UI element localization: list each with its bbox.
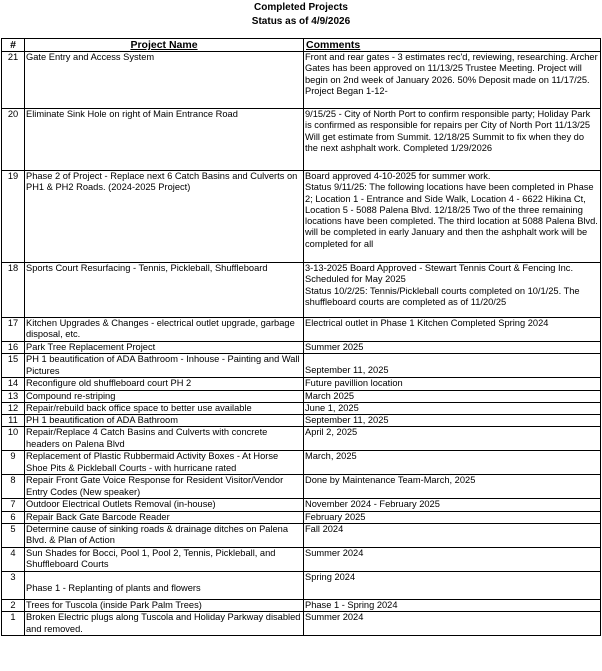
- row-number: 3: [2, 572, 25, 600]
- row-comments: September 11, 2025: [304, 415, 601, 427]
- row-comments: April 2, 2025: [304, 427, 601, 451]
- row-comments: Done by Maintenance Team-March, 2025: [304, 475, 601, 499]
- row-project-name: Compound re-striping: [25, 390, 304, 402]
- table-row: [2, 451, 601, 475]
- table-row: [2, 378, 601, 390]
- row-project-name: Eliminate Sink Hole on right of Main Entrance Road: [25, 109, 304, 171]
- table-row: [2, 572, 601, 600]
- column-header-comments: Comments: [304, 39, 601, 52]
- row-comments: September 11, 2025: [304, 354, 601, 378]
- row-comments-text: Front and rear gates - 3 estimates rec'd, reviewing, researching. Archer Gates has been approved on 11/13/25 Trustee Meeting. Project will begin on 2nd week of January 2026. 50% Deposit made on 11/17/25. Project Began 1-12-: [305, 52, 598, 96]
- row-comments: Summer 2024: [304, 612, 601, 636]
- table-row: [2, 415, 601, 427]
- table-row: [2, 499, 601, 511]
- table-row: [2, 52, 601, 109]
- table-row: [2, 263, 601, 318]
- row-comments: Electrical outlet in Phase 1 Kitchen Completed Spring 2024: [304, 318, 601, 342]
- row-number: 20: [2, 109, 25, 171]
- table-row: [2, 402, 601, 414]
- table-row: [2, 354, 601, 378]
- row-number: 14: [2, 378, 25, 390]
- row-comments: Fall 2024: [304, 524, 601, 548]
- table-row: [2, 612, 601, 636]
- row-comments: [304, 171, 601, 263]
- row-number: 21: [2, 52, 25, 109]
- row-project-name: Sun Shades for Bocci, Pool 1, Pool 2, Tennis, Pickleball, and Shuffleboard Courts: [25, 548, 304, 572]
- table-row: [2, 600, 601, 612]
- row-number: 8: [2, 475, 25, 499]
- row-number: 9: [2, 451, 25, 475]
- row-comments: Summer 2025: [304, 342, 601, 354]
- row-project-name: Replacement of Plastic Rubbermaid Activity Boxes - At Horse Shoe Pits & Pickleball Courts - with hurricane rated: [25, 451, 304, 475]
- row-project-name: PH 1 beautification of ADA Bathroom - Inhouse - Painting and Wall Pictures: [25, 354, 304, 378]
- row-project-name: Repair/Replace 4 Catch Basins and Culverts with concrete headers on Palena Blvd: [25, 427, 304, 451]
- row-number: 11: [2, 415, 25, 427]
- row-comments: November 2024 - February 2025: [304, 499, 601, 511]
- row-project-name: PH 1 beautification of ADA Bathroom: [25, 415, 304, 427]
- row-project-name: Outdoor Electrical Outlets Removal (in-house): [25, 499, 304, 511]
- row-number: 13: [2, 390, 25, 402]
- row-number: 1: [2, 612, 25, 636]
- page-title: Completed Projects: [254, 2, 348, 13]
- column-header-project-name: Project Name: [25, 39, 304, 52]
- row-comments: March, 2025: [304, 451, 601, 475]
- row-number: 6: [2, 511, 25, 523]
- row-number: 2: [2, 600, 25, 612]
- row-project-name: Gate Entry and Access System: [25, 52, 304, 109]
- row-comments: [304, 263, 601, 318]
- row-project-name: Repair Back Gate Barcode Reader: [25, 511, 304, 523]
- page-subtitle: Status as of 4/9/2026: [251, 16, 351, 27]
- table-row: [2, 427, 601, 451]
- row-project-name: Repair Front Gate Voice Response for Resident Visitor/Vendor Entry Codes (New speaker): [25, 475, 304, 499]
- row-number: 7: [2, 499, 25, 511]
- column-header-number: #: [2, 39, 25, 52]
- table-row: [2, 511, 601, 523]
- table-row: [2, 390, 601, 402]
- row-comments: Phase 1 - Spring 2024: [304, 600, 601, 612]
- table-row: [2, 109, 601, 171]
- table-row: [2, 318, 601, 342]
- row-comments-text: Board approved 4-10-2025 for summer work. Status 9/11/25: The following locations have been completed in Phase 2; Location 1 - Entrance and Side Walk, Location 4 - 6622 Hikina Ct, Location 5 - 5088 Palena Blvd. 12/18/25 Two of the three remaining locations have been completed. The third location at 5088 Palena Blvd. will be completed in early January and then the ashphalt work will be completed for all: [305, 171, 598, 249]
- row-comments-text: 9/15/25 - City of North Port to confirm responsible party; Holiday Park is confirmed as responsible for repairs per City of North Port 11/13/25 Will get estimate from Summit. 12/18/25 Summit to fix when they do the next ashphalt work. Completed 1/29/2026: [305, 109, 591, 153]
- row-comments: Future pavillion location: [304, 378, 601, 390]
- row-comments: February 2025: [304, 511, 601, 523]
- row-project-name: Reconfigure old shuffleboard court PH 2: [25, 378, 304, 390]
- row-project-name: Park Tree Replacement Project: [25, 342, 304, 354]
- row-project-name: Repair/rebuild back office space to better use available: [25, 402, 304, 414]
- row-project-name: Broken Electric plugs along Tuscola and Holiday Parkway disabled and removed.: [25, 612, 304, 636]
- row-number: 4: [2, 548, 25, 572]
- projects-table: [1, 38, 601, 636]
- row-project-name: Phase 2 of Project - Replace next 6 Catch Basins and Culverts on PH1 & PH2 Roads. (2024-2025 Project): [25, 171, 304, 263]
- row-project-name: Determine cause of sinking roads & drainage ditches on Palena Blvd. & Plan of Action: [25, 524, 304, 548]
- row-number: 18: [2, 263, 25, 318]
- row-comments: June 1, 2025: [304, 402, 601, 414]
- table-row: [2, 524, 601, 548]
- table-row: [2, 342, 601, 354]
- row-comments: Summer 2024: [304, 548, 601, 572]
- row-number: 19: [2, 171, 25, 263]
- row-number: 10: [2, 427, 25, 451]
- row-number: 12: [2, 402, 25, 414]
- row-comments: Spring 2024: [304, 572, 601, 600]
- table-row: [2, 475, 601, 499]
- row-number: 5: [2, 524, 25, 548]
- row-comments-text: 3-13-2025 Board Approved - Stewart Tennis Court & Fencing Inc. Scheduled for May 2025 Status 10/2/25: Tennis/Pickleball courts completed on 10/1/25. The shuffleboard courts are completed as of 11/20/25: [305, 263, 580, 307]
- row-project-name: Phase 1 - Replanting of plants and flowers: [25, 572, 304, 600]
- row-comments: [304, 109, 601, 171]
- row-number: 16: [2, 342, 25, 354]
- table-header-row: [2, 39, 601, 52]
- row-project-name: Sports Court Resurfacing - Tennis, Pickleball, Shuffleboard: [25, 263, 304, 318]
- row-comments: March 2025: [304, 390, 601, 402]
- row-project-name: Kitchen Upgrades & Changes - electrical outlet upgrade, garbage disposal, etc.: [25, 318, 304, 342]
- row-number: 17: [2, 318, 25, 342]
- row-comments: [304, 52, 601, 109]
- table-row: [2, 548, 601, 572]
- row-project-name: Trees for Tuscola (inside Park Palm Trees): [25, 600, 304, 612]
- table-row: [2, 171, 601, 263]
- row-number: 15: [2, 354, 25, 378]
